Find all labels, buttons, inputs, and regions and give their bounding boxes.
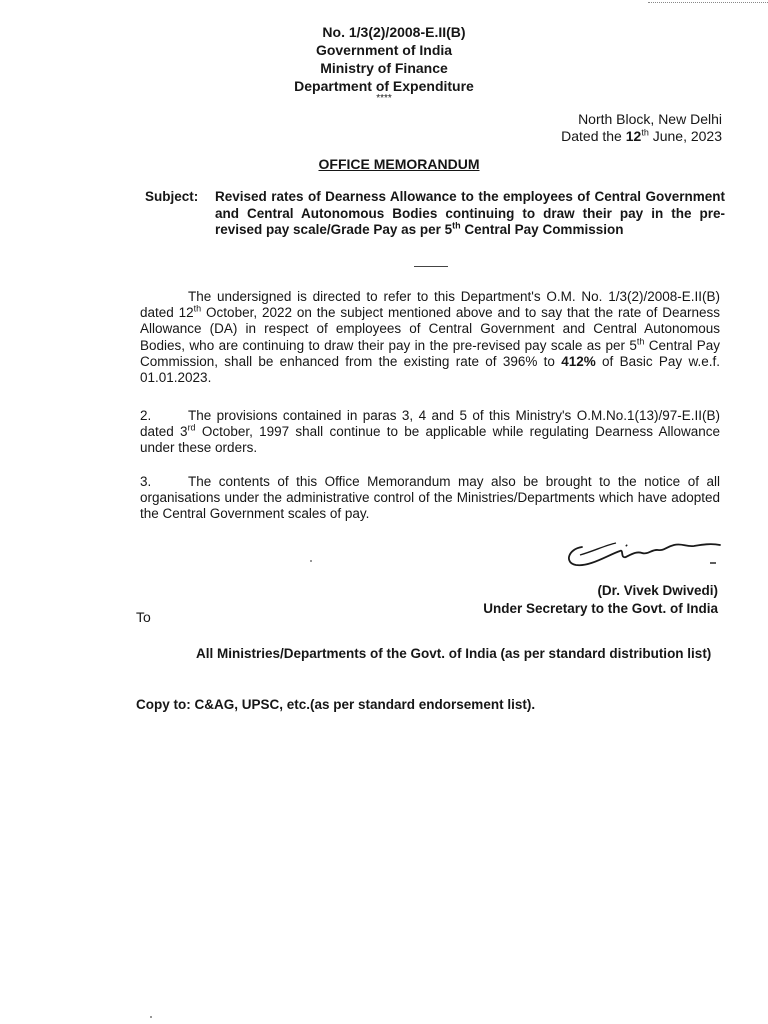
subject-label: Subject: — [145, 189, 199, 204]
paragraph-3-number: 3. — [140, 474, 152, 489]
to-label: To — [136, 609, 151, 625]
date-prefix: Dated the — [561, 128, 626, 144]
date-day: 12 — [625, 128, 642, 144]
scan-edge-line — [648, 2, 768, 3]
document-title: OFFICE MEMORANDUM — [318, 156, 480, 172]
paragraph-2-number: 2. — [140, 408, 152, 423]
date-line — [561, 128, 722, 145]
ministry-name: Ministry of Finance — [320, 60, 448, 76]
signatory-name: (Dr. Vivek Dwivedi) — [597, 583, 718, 598]
date-rest: June, 2023 — [648, 128, 722, 144]
department-name: Department of Expenditure — [294, 78, 474, 94]
addressee: All Ministries/Departments of the Govt. of India (as per standard distribution list) — [196, 646, 712, 661]
om-number: No. 1/3(2)/2008-E.II(B) — [322, 24, 466, 40]
paragraph-1: The undersigned is directed to refer to this Department's O.M. No. 1/3(2)/2008-E.II(B) dated 12th October, 2022 on the subject mentioned above and to say that the rate of Dearness Allowance (DA) in respect of employees of Central Government and Central Autonomous Bodies, who are continuing to draw their pay in the pre-revised pay scale as per 5th Central Pay Commission, shall be enhanced from the existing rate of 396% to 412% of Basic Pay w.e.f. 01.01.2023. — [140, 289, 720, 386]
copy-to: Copy to: C&AG, UPSC, etc.(as per standard endorsement list). — [136, 697, 536, 712]
subject-text: Revised rates of Dearness Allowance to the employees of Central Government and Central Autonomous Bodies continuing to draw their pay in the pre-revised pay scale/Grade Pay as per 5th Central Pay Commission — [215, 189, 725, 237]
date-suffix: th — [641, 127, 649, 138]
letterhead — [0, 23, 768, 103]
paragraph-2: 2. The provisions contained in paras 3, 4 and 5 of this Ministry's O.M.No.1(13)/97-E.II(B) dated 3rd October, 1997 shall continue to be applicable while regulating Dearness Allowance under these orders. — [140, 408, 720, 456]
government-name: Government of India — [315, 42, 453, 58]
separator-text — [414, 258, 434, 269]
signatory-designation: Under Secretary to the Govt. of India — [483, 601, 718, 616]
paragraph-3: 3. The contents of this Office Memorandum may also be brought to the notice of all organisations under the administrative control of the Ministries/Departments which have adopted the Central Government scales of pay. — [140, 474, 720, 522]
subject-block — [145, 189, 725, 239]
header-stars: **** — [376, 93, 392, 104]
scan-speck — [150, 1016, 152, 1018]
signatory-block — [483, 582, 718, 618]
new-da-rate: 412% — [561, 353, 596, 369]
handwritten-signature — [560, 533, 740, 571]
place-date-block — [561, 111, 722, 145]
location: North Block, New Delhi — [578, 111, 722, 127]
scan-speck — [310, 560, 312, 562]
